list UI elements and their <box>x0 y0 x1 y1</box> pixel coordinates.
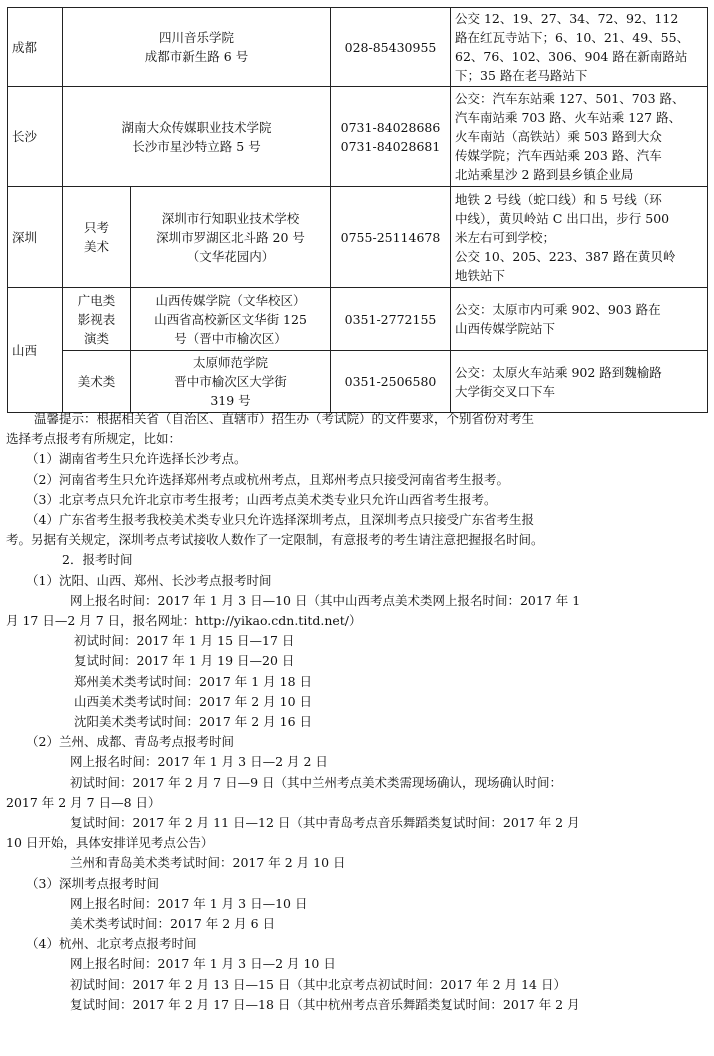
phone-number: 028-85430955 <box>344 39 437 55</box>
category-cell <box>63 187 131 288</box>
category-line: 广电类 <box>77 292 116 308</box>
address-line: 长沙市星沙特立路 5 号 <box>132 138 261 154</box>
transit-cell <box>451 87 708 187</box>
schedule-line: 月 17 日—2 月 7 日，报名网址：http://yikao.cdn.titd.net/） <box>6 613 362 629</box>
table-row <box>8 351 708 413</box>
section-heading: 2．报考时间 <box>62 552 133 568</box>
category-line: 演类 <box>83 330 109 346</box>
schedule-line: 兰州和青岛美术类考试时间：2017 年 2 月 10 日 <box>70 855 346 871</box>
transit-line: 地铁站下 <box>455 267 506 283</box>
transit-line: 公交 10、205、223、387 路在黄贝岭 <box>455 248 676 264</box>
city-cell <box>8 87 63 187</box>
phone-cell <box>331 187 451 288</box>
schedule-line: 2017 年 2 月 7 日—8 日） <box>6 794 161 810</box>
rule-line: （2）河南省考生只允许选择郑州考点或杭州考点，且郑州考点只接受河南省考生报考。 <box>26 471 509 487</box>
transit-line: 公交：太原市内可乘 902、903 路在 <box>455 302 661 317</box>
address-cell <box>63 87 331 187</box>
rule-line: （1）湖南省考生只允许选择长沙考点。 <box>26 451 247 467</box>
address-cell <box>131 288 331 351</box>
address-line: 深圳市罗湖区北斗路 20 号 <box>156 229 305 245</box>
phone-number: 0731-84028686 <box>340 119 441 135</box>
category-cell <box>63 288 131 351</box>
category-line: 影视表 <box>77 311 116 327</box>
address-line: 湖南大众传媒职业技术学院 <box>121 119 272 135</box>
schedule-line: 初试时间：2017 年 2 月 13 日—15 日（其中北京考点初试时间：2017 年 2 月 14 日） <box>70 976 566 992</box>
group-title: （1）沈阳、山西、郑州、长沙考点报考时间 <box>26 572 272 588</box>
transit-cell <box>451 288 708 351</box>
address-cell <box>131 351 331 413</box>
phone-cell <box>331 288 451 351</box>
address-line: 号（晋中市榆次区） <box>174 330 287 346</box>
phone-cell <box>331 87 451 187</box>
address-line: 山西省高校新区文华街 125 <box>154 311 307 327</box>
tips-line: 温馨提示：根据相关省（自治区、直辖市）招生办（考试院）的文件要求，个别省份对考生 <box>34 411 535 426</box>
schedule-line: 复试时间：2017 年 2 月 11 日—12 日（其中青岛考点音乐舞蹈类复试时间：2017 年 2 月 <box>70 815 580 831</box>
address-line: 太原师范学院 <box>192 355 268 370</box>
tips-line: 选择考点报考有所规定，比如： <box>6 431 182 447</box>
transit-line: 62、76、102、306、904 路在新南路站 <box>455 49 688 64</box>
city-name: 山西 <box>12 342 38 358</box>
schedule-line: 10 日开始，具体安排详见考点公告） <box>6 835 214 851</box>
address-line: 四川音乐学院 <box>158 30 234 45</box>
city-name: 长沙 <box>12 129 38 144</box>
city-cell <box>8 8 63 87</box>
exam-sites-table <box>7 7 708 413</box>
schedule-line: 初试时间：2017 年 1 月 15 日—17 日 <box>74 633 295 649</box>
address-cell <box>131 187 331 288</box>
schedule-line: 美术类考试时间：2017 年 2 月 6 日 <box>70 916 276 932</box>
schedule-line: 复试时间：2017 年 1 月 19 日—20 日 <box>74 653 295 669</box>
transit-line: 大学街交叉口下车 <box>455 383 556 399</box>
city-name: 成都 <box>12 39 38 55</box>
transit-line: 北站乘星沙 2 路到县乡镇企业局 <box>455 167 634 182</box>
schedule-line: 复试时间：2017 年 2 月 17 日—18 日（其中杭州考点音乐舞蹈类复试时间：2017 年 2 月 <box>70 996 580 1012</box>
group-title: （2）兰州、成都、青岛考点报考时间 <box>26 734 234 750</box>
category-line: 美术类 <box>77 374 116 389</box>
schedule-line: 山西美术类考试时间：2017 年 2 月 10 日 <box>74 693 313 709</box>
city-cell <box>8 288 63 413</box>
schedule-line: 网上报名时间：2017 年 1 月 3 日—2 月 2 日 <box>70 754 328 770</box>
schedule-line: 沈阳美术类考试时间：2017 年 2 月 16 日 <box>74 714 313 730</box>
body-text <box>6 409 694 1015</box>
transit-cell <box>451 351 708 413</box>
transit-line: 路在红瓦寺站下；6、10、21、49、55、 <box>455 30 690 45</box>
transit-line: 地铁 2 号线（蛇口线）和 5 号线（环 <box>455 191 662 207</box>
table-row <box>8 87 708 187</box>
transit-line: 下；35 路在老马路站下 <box>455 68 588 83</box>
schedule-line: 网上报名时间：2017 年 1 月 3 日—2 月 10 日 <box>70 956 336 972</box>
table-row <box>8 8 708 87</box>
category-line: 美术 <box>83 239 109 254</box>
group-title: （4）杭州、北京考点报考时间 <box>26 936 197 952</box>
rule-line: （3）北京考点只允许北京市考生报考；山西考点美术类专业只允许山西省考生报考。 <box>26 491 497 507</box>
address-line: 深圳市行知职业技术学校 <box>161 210 300 226</box>
phone-number: 0731-84028681 <box>340 138 441 154</box>
transit-line: 传媒学院；汽车西站乘 203 路、汽车 <box>455 148 662 163</box>
phone-number: 0351-2772155 <box>344 311 437 327</box>
category-cell <box>63 351 131 413</box>
city-name: 深圳 <box>12 229 38 245</box>
address-line: 成都市新生路 6 号 <box>144 49 249 64</box>
address-line: 晋中市榆次区大学街 <box>174 374 287 389</box>
transit-cell <box>451 187 708 288</box>
transit-cell <box>451 8 708 87</box>
phone-cell <box>331 8 451 87</box>
rule-line: （4）广东省考生报考我校美术类专业只允许选择深圳考点，且深圳考点只接受广东省考生报 <box>26 512 534 528</box>
schedule-line: 网上报名时间：2017 年 1 月 3 日—10 日（其中山西考点美术类网上报名时间：2017 年 1 <box>70 592 581 608</box>
schedule-line: 初试时间：2017 年 2 月 7 日—9 日（其中兰州考点美术类需现场确认，现场确认时间： <box>70 774 563 790</box>
transit-line: 公交 12、19、27、34、72、92、112 <box>455 11 679 26</box>
group-title: （3）深圳考点报考时间 <box>26 875 159 891</box>
city-cell <box>8 187 63 288</box>
phone-number: 0351-2506580 <box>344 374 437 389</box>
phone-number: 0755-25114678 <box>340 229 441 245</box>
transit-line: 汽车南站乘 703 路、火车站乘 127 路、 <box>455 110 682 125</box>
table-row <box>8 187 708 288</box>
table-row <box>8 288 708 351</box>
transit-line: 中线），黄贝岭站 C 出口出，步行 500 <box>455 210 670 226</box>
address-cell <box>63 8 331 87</box>
transit-line: 火车南站（高铁站）乘 503 路到大众 <box>455 129 662 144</box>
schedule-line: 网上报名时间：2017 年 1 月 3 日—10 日 <box>70 895 308 911</box>
transit-line: 公交：太原火车站乘 902 路到魏榆路 <box>455 364 662 380</box>
address-line: 319 号 <box>210 393 251 408</box>
phone-cell <box>331 351 451 413</box>
transit-line: 米左右可到学校； <box>455 229 556 245</box>
category-line: 只考 <box>83 220 109 235</box>
transit-line: 山西传媒学院站下 <box>455 321 556 336</box>
schedule-line: 郑州美术类考试时间：2017 年 1 月 18 日 <box>74 673 313 689</box>
address-line: （文华花园内） <box>186 248 275 264</box>
rule-line: 考。另据有关规定，深圳考点考试接收人数作了一定限制，有意报考的考生请注意把握报名时间。 <box>6 532 544 548</box>
transit-line: 公交：汽车东站乘 127、501、703 路、 <box>455 91 685 106</box>
address-line: 山西传媒学院（文华校区） <box>155 292 306 308</box>
